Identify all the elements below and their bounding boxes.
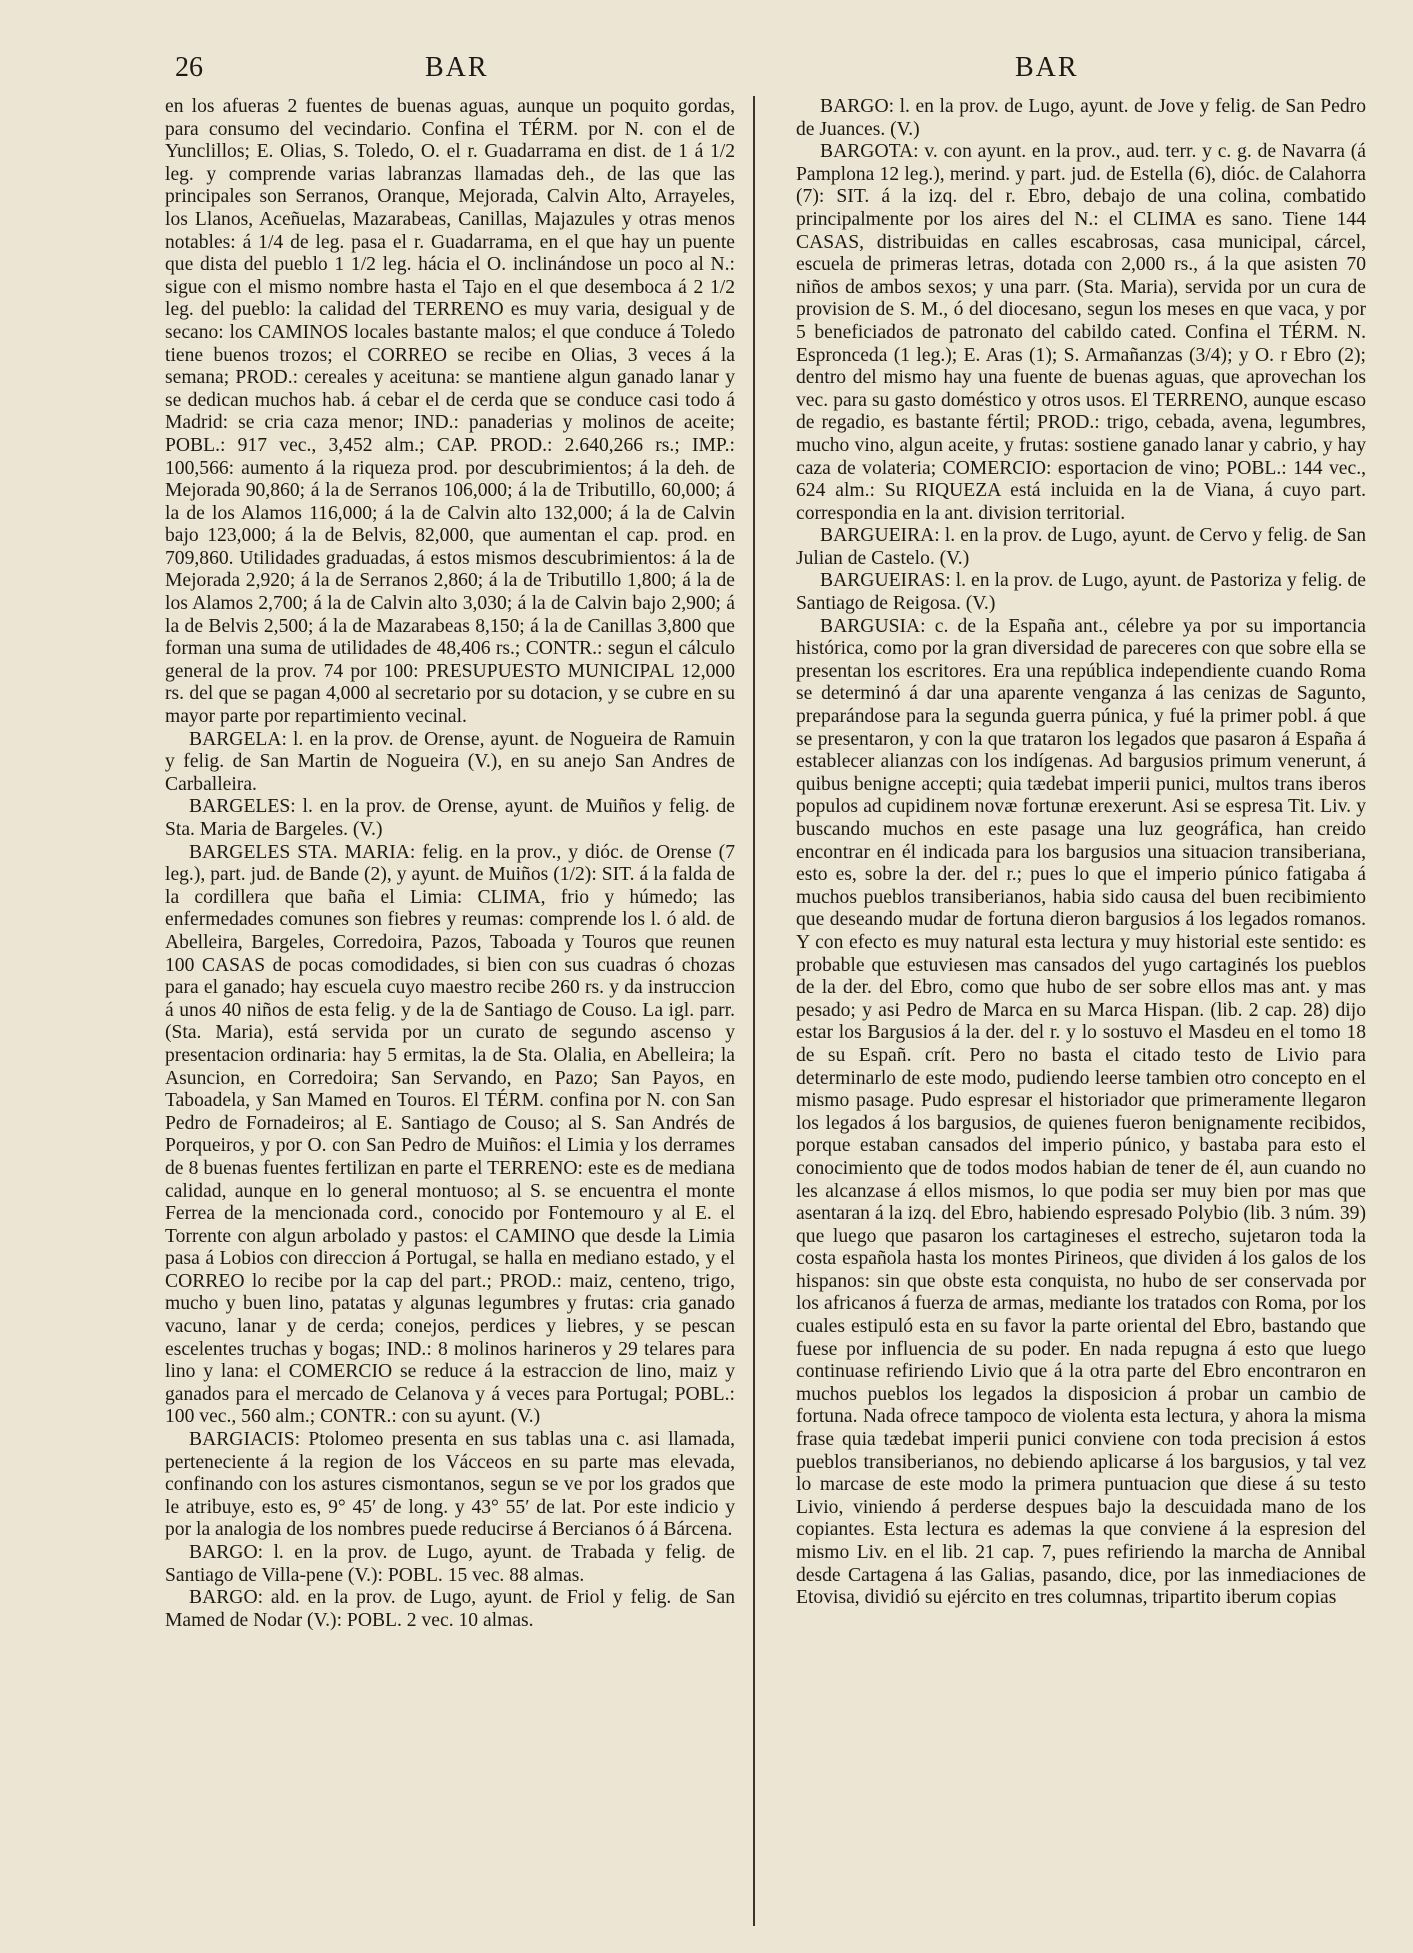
- entry-bargota: BARGOTA: v. con ayunt. en la prov., aud. terr. y c. g. de Navarra (á Pamplona 12 leg.), merind. y part. jud. de Estella (6), dióc. de Calahorra (7): SIT. á la izq. del r. Ebro, debajo de una colina, combatido principalmente por los aires del N.: el CLIMA es sano. Tiene 144 CASAS, distribuidas en calles escabrosas, casa municipal, cárcel, escuela de primeras letras, dotada con 2,000 rs., á la que asisten 70 niños de ambos sexos; y una parr. (Sta. Maria), servida por un cura de provision de S. M., ó del diocesano, segun los meses en que vaca, y por 5 beneficiados de patronato del cabildo cated. Confina el TÉRM. N. Espronceda (1 leg.); E. Aras (1); S. Armañanzas (3/4); y O. r Ebro (2); dentro del mismo hay una fuente de buenas aguas, que aprovechan los vec. para su gasto doméstico y otros usos. El TERRENO, aunque escaso de regadio, es bastante fértil; PROD.: trigo, cebada, avena, legumbres, mucho vino, algun aceite, y frutas: sostiene ganado lanar y cabrio, y hay caza de volateria; COMERCIO: esportacion de vino; POBL.: 144 vec., 624 alm.: Su RIQUEZA está incluida en la de Viana, á cuyo part. correspondia en la ant. division territorial.: [796, 141, 1366, 524]
- entry-bargo-friol: BARGO: ald. en la prov. de Lugo, ayunt. de Friol y felig. de San Mamed de Nodar (V.): POBL. 2 vec. 10 almas.: [165, 1587, 735, 1631]
- entry-bargo-jove: BARGO: l. en la prov. de Lugo, ayunt. de Jove y felig. de San Pedro de Juances. (V.): [796, 96, 1366, 140]
- page-header: [175, 52, 1343, 92]
- page-number: 26: [175, 52, 203, 83]
- running-head-left: BAR: [425, 52, 489, 83]
- entry-bargueiras: BARGUEIRAS: l. en la prov. de Lugo, ayunt. de Pastoriza y felig. de Santiago de Reigosa. (V.): [796, 570, 1366, 615]
- entry-bargiacis: BARGIACIS: Ptolomeo presenta en sus tablas una c. asi llamada, perteneciente á la region de los Vácceos en su parte mas elevada, confinando con los astures cismontanos, segun se ve por los grados que le atribuye, esto es, 9° 45′ de long. y 43° 55′ de lat. Por este indicio y por la analogia de los nombres puede reducirse á Bercianos ó á Bárcena.: [165, 1429, 735, 1541]
- left-column: [165, 96, 735, 1632]
- entry-bargela: BARGELA: l. en la prov. de Orense, ayunt. de Nogueira de Ramuin y felig. de San Martin de Nogueira (V.), en su anejo San Andres de Carballeira.: [165, 728, 735, 795]
- entry-bargeles: BARGELES: l. en la prov. de Orense, ayunt. de Muiños y felig. de Sta. Maria de Bargeles. (V.): [165, 796, 735, 840]
- entry-bargueira: BARGUEIRA: l. en la prov. de Lugo, ayunt. de Cervo y felig. de San Julian de Castelo. (V.): [796, 525, 1366, 569]
- column-divider: [753, 96, 755, 1926]
- entry-bargusia: BARGUSIA: c. de la España ant., célebre ya por su importancia histórica, como por la gran diversidad de pareceres con que sobre ella se presentan los escritores. Era una república independiente cuando Roma se determinó á dar una aparente venganza á las cenizas de Sagunto, preparándose para la segunda guerra púnica, y fué la primer pobl. á que se presentaron, y con la que trataron los legados que pasaron á España á establecer alianzas con los indígenas. Ad bargusios primum venerunt, á quibus benigne accepti; quia tædebat imperii punici, multos trans iberos populos ad cupidinem novæ fortunæ erexerunt. Asi se espresa Tit. Liv. y buscando muchos en este pasage una luz geográfica, han creido encontrar en él indicada para los bargusios una situacion transiberiana, esto es, sobre la der. del r.; pues lo que el imperio púnico fatigaba á muchos pueblos transiberianos, habia sido causa del buen recibimiento que deseando mudar de fortuna dieron bargusios á los legados romanos. Y con efecto es muy natural esta lectura y muy historial este sentido: es probable que estuviesen mas cansados del yugo cartaginés los pueblos de la der. del Ebro, como que hubo de ser sobre ellos mas ant. y mas pesado; y asi Pedro de Marca en su Marca Hispan. (lib. 2 cap. 28) dijo estar los Bargusios á la der. del r. y lo sostuvo el Masdeu en el tomo 18 de su Españ. crít. Pero no basta el citado testo de Livio para determinarlo de este modo, pudiendo leerse tambien otro concepto en el mismo pasage. Pudo espresar el historiador que primeramente llegaron los legados á los bargusios, de quienes fueron benignamente recibidos, porque estaban cansados del imperio púnico, y bastaba para esto el conocimiento que de todos modos habian de tener de él, aun cuando no les alcanzase á ellos mismos, lo que podia ser muy bien por mas que asentaran á la izq. del Ebro, habiendo espresado Polybio (lib. 3 núm. 39) que luego que pasaron los cartagineses el estrecho, sujetaron toda la costa española hasta los montes Pirineos, que dividen á los galos de los hispanos: sin que obste esta conquista, no hubo de ser conservada por los africanos á fuerza de armas, mediante los tratados con Roma, por los cuales estipuló esta en su favor la parte oriental del Ebro, bastando que fuese por influencia de su poder. En nada repugna á esto que luego continuase refiriendo Livio que á la otra parte del Ebro encontraron en muchos pueblos los legados la disposicion á probar un cambio de fortuna. Nada ofrece tampoco de violenta esta lectura, y ahora la misma frase quia tædebat imperii punici conviene con toda precision á estos pueblos transiberianos, no debiendo aplicarse á los bargusios, y tal vez lo marcase de este modo la primera puntuacion que diese á su testo Livio, viniendo á perderse despues bajo la descuidada mano de los copiantes. Esta lectura es ademas la que conviene á la espresion del mismo Liv. en el lib. 21 cap. 7, pues refiriendo la marcha de Annibal desde Cartagena á las Galias, pasando, dice, por las inmediaciones de Etovisa, dividió su ejército en tres columnas, tripartito iberum copias: [796, 615, 1366, 1609]
- entry-bargeles-sta-maria: BARGELES STA. MARIA: felig. en la prov., y dióc. de Orense (7 leg.), part. jud. de Bande (2), y ayunt. de Muiños (1/2): SIT. á la falda de la cordillera que baña el Limia: CLIMA, frio y húmedo; las enfermedades comunes son fiebres y reumas: comprende los l. ó ald. de Abelleira, Bargeles, Corredoira, Pazos, Taboada y Touros que reunen 100 CASAS de pocas comodidades, si bien con sus cuadras ó chozas para el ganado; hay escuela cuyo maestro recibe 260 rs. y da instruccion á unos 40 niños de esta felig. y de la de Santiago de Couso. La igl. parr. (Sta. Maria), está servida por un curato de segundo ascenso y presentacion ordinaria: hay 5 ermitas, la de Sta. Olalia, en Abelleira; la Asuncion, en Corredoira; San Servando, en Pazo; San Payos, en Taboadela, y San Mamed en Touros. El TÉRM. confina por N. con San Pedro de Fornadeiros; al E. Santiago de Couso; al S. San Andrés de Porqueiros, y por O. con San Pedro de Muiños: el Limia y los derrames de 8 buenas fuentes fertilizan en parte el TERRENO: este es de mediana calidad, aunque en lo general montuoso; al S. se encuentra el monte Ferrea de la mencionada cord., conocido por Fontemouro y al E. el Torrente con algun arbolado y pastos: el CAMINO que desde la Limia pasa á Lobios con direccion á Portugal, se halla en mediano estado, y el CORREO lo recibe por la cap del part.; PROD.: maiz, centeno, trigo, mucho y buen lino, patatas y algunas legumbres y frutas: cria ganado vacuno, lanar y de cerda; conejos, perdices y liebres, y se pescan escelentes truchas y bogas; IND.: 8 molinos harineros y 29 telares para lino y lana: el COMERCIO se reduce á la estraccion de lino, maiz y ganados para el mercado de Celanova y á veces para Portugal; POBL.: 100 vec., 560 alm.; CONTR.: con su ayunt. (V.): [165, 841, 735, 1428]
- entry-bargo-trabada: BARGO: l. en la prov. de Lugo, ayunt. de Trabada y felig. de Santiago de Villa-pene (V.): POBL. 15 vec. 88 almas.: [165, 1542, 735, 1586]
- entry-continuation: en los afueras 2 fuentes de buenas aguas, aunque un poquito gordas, para consumo del vecindario. Confina el TÉRM. por N. con el de Yunclillos; E. Olias, S. Toledo, O. el r. Guadarrama en dist. de 1 á 1/2 leg. y comprende varias labranzas llamadas deh., de las que las principales son Serranos, Oranque, Mejorada, Calvin Alto, Arrayeles, los Llanos, Aceñuelas, Mazarabeas, Canillas, Majazules y otras menos notables: á 1/4 de leg. pasa el r. Guadarrama, en el que hay un puente que dista del pueblo 1 1/2 leg. hácia el O. inclinándose un poco al N.: sigue con el mismo nombre hasta el Tajo en el que desemboca á 2 1/2 leg. del pueblo: la calidad del TERRENO es muy varia, desigual y de secano: los CAMINOS locales bastante malos; el que conduce á Toledo tiene buenos trozos; el CORREO se recibe en Olias, 3 veces á la semana; PROD.: cereales y aceituna: se mantiene algun ganado lanar y se dedican muchos hab. á cebar el de cerda que se conduce casi todo á Madrid: se cria caza menor; IND.: panaderias y molinos de aceite; POBL.: 917 vec., 3,452 alm.; CAP. PROD.: 2.640,266 rs.; IMP.: 100,566: aumento á la riqueza prod. por descubrimientos; á la deh. de Mejorada 90,860; á la de Serranos 106,000; á la de Tributillo, 60,000; á la de los Alamos 116,000; á la de Calvin alto 132,000; á la de Calvin bajo 123,000; á la de Belvis, 82,000, que aumentan el cap. prod. en 709,860. Utilidades graduadas, á estos mismos descubrimientos: á la de Mejorada 2,920; á la de Serranos 2,860; á la de Tributillo 1,800; á la de los Alamos 2,700; á la de Calvin alto 3,030; á la de Calvin bajo 2,900; á la de Belvis 2,500; á la de Mazarabeas 8,150; á la de Canillas 3,800 que forman una suma de utilidades de 48,406 rs.; CONTR.: segun el cálculo general de la prov. 74 por 100: PRESUPUESTO MUNICIPAL 12,000 rs. del que se pagan 4,000 al secretario por su dotacion, y se cubre en su mayor parte por repartimiento vecinal.: [165, 96, 735, 728]
- running-head-right: BAR: [1015, 52, 1079, 83]
- right-column: [796, 96, 1366, 1610]
